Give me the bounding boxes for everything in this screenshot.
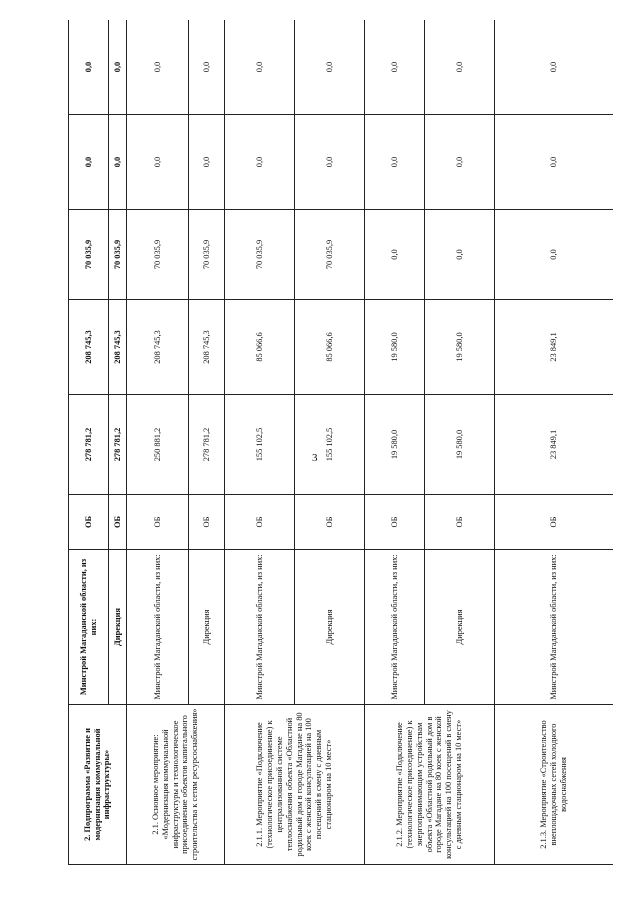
subprogram-name-cell: 2. Подпрограмма «Развитие и модернизация коммунальной инфраструктуры» [69,705,127,865]
responsible-org-cell: Минстрой Магаданской области, из них: [495,550,614,705]
table-row [127,20,189,865]
total-cell: 155 102,5 [295,395,365,495]
year-value-cell: 70 035,9 [69,210,109,300]
year-value-cell: 0,0 [189,20,225,115]
responsible-org-cell: Минстрой Магаданской области, из них: [127,550,189,705]
year-value-cell: 0,0 [127,115,189,210]
year-value-cell: 85 066,6 [225,300,295,395]
year-value-cell: 208 745,3 [69,300,109,395]
year-value-cell: 0,0 [69,20,109,115]
responsible-org-cell: Минстрой Магаданской области, из них: [225,550,295,705]
year-value-cell: 0,0 [109,20,127,115]
total-cell: 19 580,0 [365,395,425,495]
year-value-cell: 208 745,3 [109,300,127,395]
funding-source-cell: ОБ [425,495,495,550]
year-value-cell: 0,0 [365,20,425,115]
total-cell: 19 580,0 [425,395,495,495]
activity-name-cell: 2.1.2. Мероприятие «Подключение (технологическое присоединение) к энергопринимающим устройствам объекта «Областной родильный дом в городе Магадане на 80 коек с женской консультацией на 100 посещений в смену с дневным стационаром на 10 мест» [365,705,495,865]
responsible-org-cell: Дирекция [109,550,127,705]
year-value-cell: 0,0 [425,20,495,115]
year-value-cell: 0,0 [495,20,614,115]
total-cell: 23 849,1 [495,395,614,495]
funding-source-cell: ОБ [189,495,225,550]
year-value-cell: 0,0 [495,115,614,210]
activity-name-cell: 2.1.3. Мероприятие «Строительство внеплощадочных сетей холодного водоснабжения [495,705,614,865]
total-cell: 278 781,2 [189,395,225,495]
year-value-cell: 0,0 [295,115,365,210]
year-value-cell: 208 745,3 [127,300,189,395]
activity-name-cell: 2.1.1. Мероприятие «Подключение (технологическое присоединение) к централизованной системе теплоснабжения объекта «Областной родильный дом в городе Магадане на 80 коек с женской консультацией на 100 посещений в смену с дневным стационаром на 10 мест» [225,705,365,865]
year-value-cell: 70 035,9 [189,210,225,300]
responsible-org-cell: Минстрой Магаданской области, из них: [365,550,425,705]
rotated-page-content [68,20,613,865]
year-value-cell: 0,0 [225,20,295,115]
funding-source-cell: ОБ [365,495,425,550]
year-value-cell: 0,0 [365,115,425,210]
total-cell: 155 102,5 [225,395,295,495]
rotated-table-wrapper [68,20,613,865]
page-number: 3 [312,452,318,464]
main-activity-name-cell: 2.1. Основное мероприятие: «Модернизация коммунальной инфраструктуры и технологическое присоединение объектов капитального строительства к сетям ресурсоснабжения» [127,705,225,865]
year-value-cell: 0,0 [425,115,495,210]
year-value-cell: 0,0 [189,115,225,210]
funding-source-cell: ОБ [127,495,189,550]
year-value-cell: 70 035,9 [109,210,127,300]
total-cell: 250 881,2 [127,395,189,495]
responsible-org-cell: Дирекция [189,550,225,705]
year-value-cell: 23 849,1 [495,300,614,395]
year-value-cell: 0,0 [225,115,295,210]
year-value-cell: 70 035,9 [127,210,189,300]
year-value-cell: 19 580,0 [425,300,495,395]
funding-source-cell: ОБ [225,495,295,550]
year-value-cell: 70 035,9 [225,210,295,300]
year-value-cell: 0,0 [109,115,127,210]
year-value-cell: 70 035,9 [295,210,365,300]
year-value-cell: 208 745,3 [189,300,225,395]
funding-source-cell: ОБ [109,495,127,550]
year-value-cell: 19 580,0 [365,300,425,395]
responsible-org-cell: Минстрой Магаданской области, из них: [69,550,109,705]
year-value-cell: 85 066,6 [295,300,365,395]
funding-source-cell: ОБ [295,495,365,550]
year-value-cell: 0,0 [127,20,189,115]
responsible-org-cell: Дирекция [295,550,365,705]
funding-source-cell: ОБ [69,495,109,550]
table-row [225,20,295,865]
table-row [69,20,109,865]
year-value-cell: 0,0 [365,210,425,300]
total-cell: 278 781,2 [109,395,127,495]
year-value-cell: 0,0 [425,210,495,300]
table-row [495,20,614,865]
responsible-org-cell: Дирекция [425,550,495,705]
funding-source-cell: ОБ [495,495,614,550]
year-value-cell: 0,0 [295,20,365,115]
program-funding-table [68,20,613,865]
table-row [365,20,425,865]
total-cell: 278 781,2 [69,395,109,495]
year-value-cell: 0,0 [495,210,614,300]
year-value-cell: 0,0 [69,115,109,210]
